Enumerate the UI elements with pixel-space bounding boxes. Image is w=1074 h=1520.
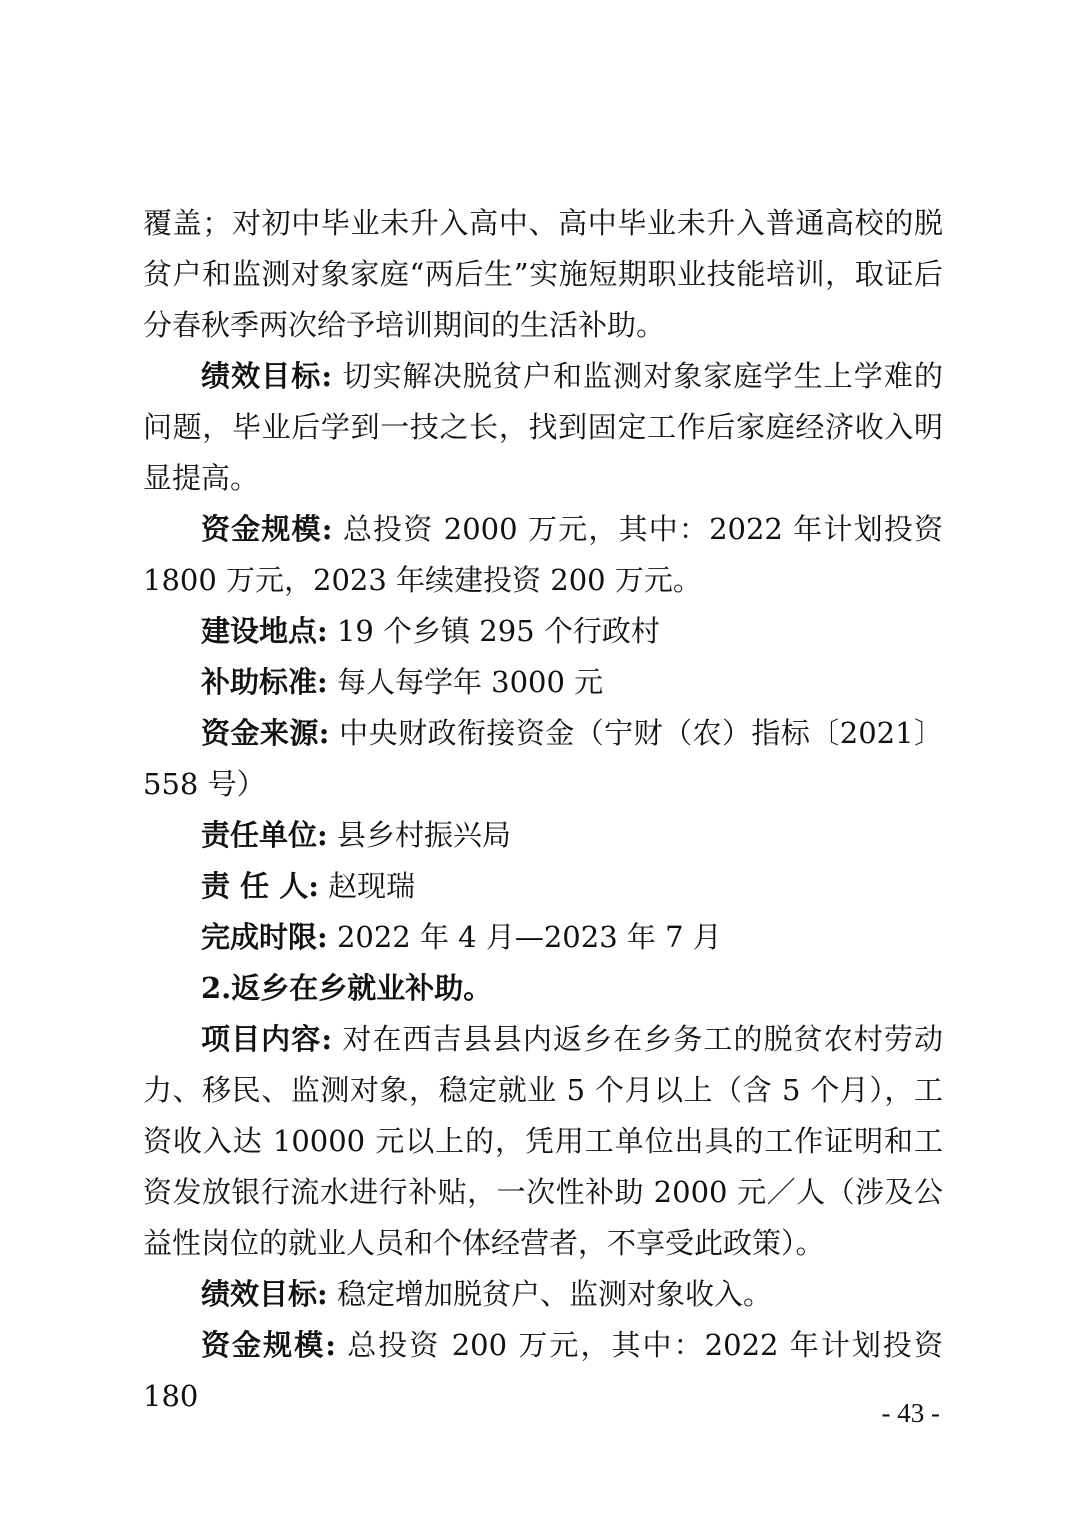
paragraph-subsidy-standard [143, 657, 943, 708]
field-value: 19 个乡镇 295 个行政村 [336, 614, 660, 648]
field-label: 补助标准: [201, 665, 328, 699]
paragraph-responsible-person [143, 861, 943, 912]
field-label: 资金来源: [201, 716, 330, 750]
field-value: 每人每学年 3000 元 [336, 665, 604, 699]
paragraph-performance-goal [143, 351, 943, 504]
field-label: 责 任 人: [201, 869, 319, 903]
page-number: - 43 - [881, 1398, 940, 1428]
paragraph-intro-continuation [143, 198, 943, 351]
field-label: 项目内容: [201, 1022, 333, 1056]
field-value: 总投资 2000 万元，其中：2022 年计划投资 1800 万元，2023 年续建投资 200 万元。 [143, 512, 943, 597]
section-title: 2.返乡在乡就业补助。 [201, 971, 493, 1005]
paragraph-responsible-unit [143, 810, 943, 861]
field-value: 总投资 200 万元，其中：2022 年计划投资 180 [143, 1328, 943, 1413]
field-label: 绩效目标: [201, 1277, 328, 1311]
paragraph-funding-scale [143, 504, 943, 606]
body-text [143, 198, 943, 1422]
field-value: 对在西吉县县内返乡在乡务工的脱贫农村劳动力、移民、监测对象，稳定就业 5 个月以上（含 5 个月），工资收入达 10000 元以上的，凭用工单位出具的工作证明和工资发放银行流水进行补贴，一次性补助 2000 元／人（涉及公益性岗位的就业人员和个体经营者，不享受此政策）。 [143, 1022, 943, 1260]
paragraph-project-content [143, 1014, 943, 1269]
field-label: 责任单位: [201, 818, 328, 852]
paragraph-funding-source [143, 708, 943, 810]
field-value: 县乡村振兴局 [336, 818, 511, 852]
paragraph-performance-goal-2 [143, 1269, 943, 1320]
field-label: 资金规模: [201, 1328, 336, 1362]
paragraph-text: 覆盖；对初中毕业未升入高中、高中毕业未升入普通高校的脱贫户和监测对象家庭“两后生”实施短期职业技能培训，取证后分春秋季两次给予培训期间的生活补助。 [143, 206, 943, 342]
field-label: 资金规模: [201, 512, 333, 546]
field-label: 建设地点: [201, 614, 328, 648]
field-value: 2022 年 4 月—2023 年 7 月 [336, 920, 722, 954]
paragraph-funding-scale-2 [143, 1320, 943, 1422]
field-value: 稳定增加脱贫户、监测对象收入。 [336, 1277, 772, 1311]
field-value: 切实解决脱贫户和监测对象家庭学生上学难的问题，毕业后学到一技之长，找到固定工作后家庭经济收入明显提高。 [143, 359, 943, 495]
paragraph-location [143, 606, 943, 657]
field-label: 绩效目标: [201, 359, 333, 393]
paragraph-deadline [143, 912, 943, 963]
section-heading [143, 963, 943, 1014]
field-value: 赵现瑞 [328, 869, 416, 903]
field-value: 中央财政衔接资金（宁财（农）指标〔2021〕558 号） [143, 716, 943, 801]
field-label: 完成时限: [201, 920, 328, 954]
